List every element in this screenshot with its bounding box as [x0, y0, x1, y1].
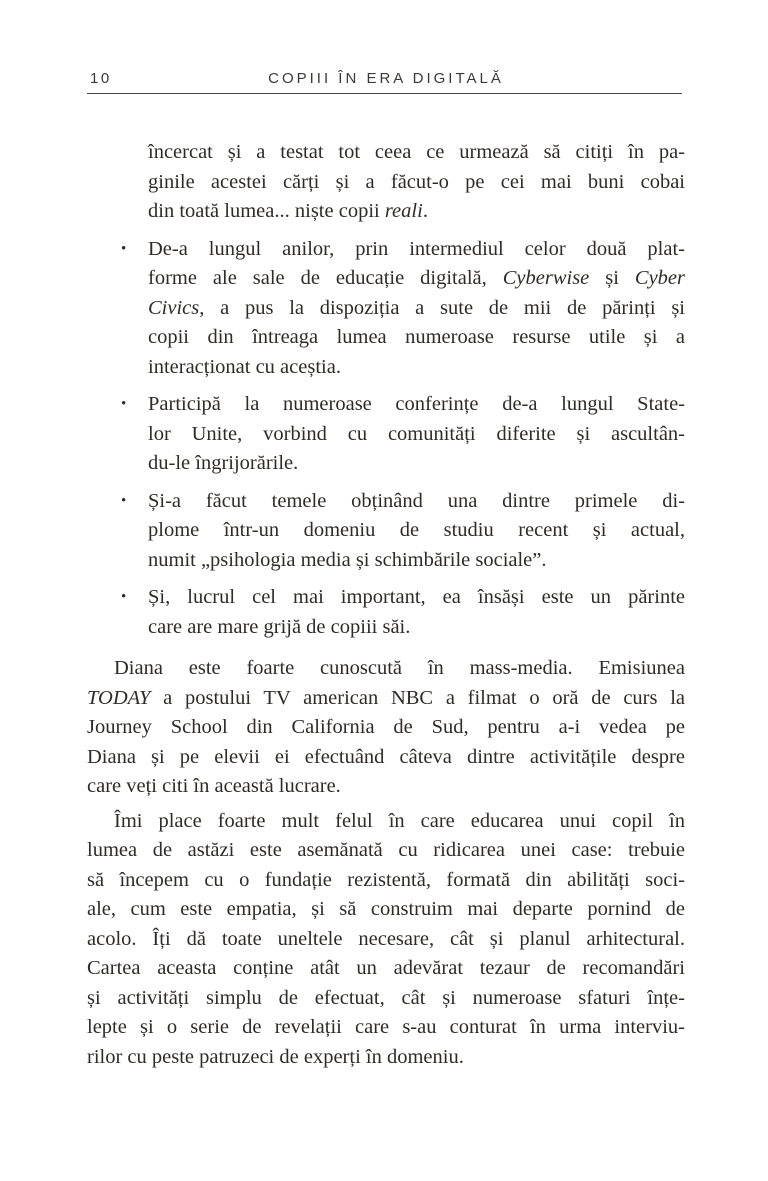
- text-segment: Și, lucrul cel mai important, ea însăși este un părinte: [148, 586, 685, 608]
- list-item-continuation: [148, 138, 685, 227]
- page-header: [0, 0, 768, 100]
- text-segment: să începem cu o fundație rezistentă, formată din abilități soci-: [87, 868, 685, 891]
- text-segment: De-a lungul anilor, prin intermediul celor două plat-: [148, 237, 685, 260]
- text-segment: , a pus la dispoziția a sute de mii de părinți și: [199, 296, 685, 319]
- text-segment: Cartea aceasta conține atât un adevărat tezaur de recomandări: [87, 957, 685, 979]
- text-line: [87, 954, 685, 984]
- text-segment: lumea de astăzi este asemănată cu ridicarea unei case: trebuie: [87, 839, 685, 861]
- text-line: [148, 390, 685, 420]
- text-line: [87, 1043, 685, 1073]
- text-segment: Și-a făcut temele obținând una dintre primele di-: [148, 489, 685, 512]
- text-line: [87, 925, 685, 955]
- text-line: [87, 654, 685, 684]
- text-segment: acolo. Îți dă toate uneltele necesare, cât și planul arhitectural.: [87, 927, 685, 950]
- text-segment: și: [589, 267, 635, 289]
- list-item: [121, 235, 685, 383]
- text-line: [87, 866, 685, 896]
- italic-text: reali: [384, 200, 423, 222]
- text-segment: încercat și a testat tot ceea ce urmează să citiți în pa-: [148, 141, 685, 163]
- text-segment: plome într-un domeniu de studiu recent și actual,: [148, 519, 685, 541]
- list-item: [121, 487, 685, 576]
- running-title: COPIII ÎN ERA DIGITALĂ: [268, 70, 504, 87]
- text-segment: și activități simplu de efectuat, cât și numeroase sfaturi înțe-: [87, 986, 685, 1009]
- text-line: [148, 420, 685, 450]
- text-line: [148, 546, 685, 576]
- text-segment: rilor cu peste patruzeci de experți în domeniu.: [87, 1045, 464, 1068]
- text-segment: copii din întreaga lumea numeroase resurse utile și a: [148, 326, 685, 348]
- text-line: [87, 713, 685, 743]
- text-line: [148, 197, 685, 227]
- bullet-marker: •: [121, 240, 127, 257]
- italic-text: TODAY: [87, 686, 151, 709]
- text-segment: a postului TV american NBC a filmat o oră de curs la: [150, 686, 685, 709]
- bullet-marker: •: [121, 589, 127, 605]
- text-line: [148, 516, 685, 546]
- text-line: [87, 984, 685, 1014]
- text-segment: lepte și o serie de revelații care s-au conturat în urma interviu-: [87, 1016, 685, 1038]
- text-line: [148, 168, 685, 198]
- text-line: [87, 772, 685, 802]
- text-line: [148, 138, 685, 168]
- text-line: [148, 235, 685, 265]
- text-segment: Participă la numeroase conferințe de-a lungul State-: [148, 393, 685, 415]
- list-item: [121, 583, 685, 642]
- bullet-list: [87, 138, 685, 642]
- paragraph: [87, 654, 685, 802]
- text-line: [87, 836, 685, 866]
- text-line: [87, 895, 685, 925]
- text-line: [87, 684, 685, 714]
- text-segment: Diana și pe elevii ei efectuând câteva dintre activitățile despre: [87, 745, 685, 768]
- text-line: [148, 294, 685, 324]
- bullet-marker: •: [121, 396, 127, 412]
- text-segment: du-le îngrijorările.: [148, 452, 299, 474]
- text-segment: din toată lumea... niște copii: [148, 200, 385, 222]
- italic-text: Cyber: [634, 267, 685, 289]
- text-line: [148, 487, 685, 517]
- text-segment: care veți citi în această lucrare.: [87, 775, 341, 797]
- text-line: [148, 323, 685, 353]
- text-segment: Diana este foarte cunoscută în mass-media. Emisiunea: [114, 657, 685, 679]
- text-segment: interacționat cu aceștia.: [148, 355, 341, 378]
- text-segment: forme ale sale de educație digitală,: [148, 267, 503, 289]
- list-item: [121, 390, 685, 479]
- text-segment: ale, cum este empatia, și să construim mai departe pornind de: [87, 898, 685, 920]
- text-segment: lor Unite, vorbind cu comunități diferite și ascultân-: [148, 422, 685, 445]
- italic-text: Civics: [148, 296, 200, 319]
- text-line: [148, 613, 685, 643]
- text-line: [87, 1013, 685, 1043]
- bullet-marker: •: [121, 492, 127, 509]
- text-line: [148, 353, 685, 383]
- text-line: [148, 583, 685, 613]
- italic-text: Cyberwise: [502, 267, 590, 289]
- text-segment: .: [422, 200, 428, 222]
- paragraph: [87, 807, 685, 1073]
- text-segment: ginile acestei cărți și a făcut-o pe cei mai buni cobai: [148, 170, 685, 193]
- text-line: [87, 807, 685, 837]
- text-line: [148, 449, 685, 479]
- page-number: 10: [90, 70, 112, 87]
- text-segment: numit „psihologia media și schimbările sociale”.: [148, 548, 547, 571]
- paragraphs: [87, 654, 685, 1072]
- header-rule: [87, 93, 682, 94]
- text-segment: care are mare grijă de copiii săi.: [148, 615, 411, 638]
- text-line: [87, 743, 685, 773]
- text-line: [148, 264, 685, 294]
- page-content: [87, 138, 685, 1072]
- text-segment: Journey School din California de Sud, pentru a-i vedea pe: [87, 716, 685, 738]
- text-segment: Îmi place foarte mult felul în care educarea unui copil în: [114, 809, 685, 832]
